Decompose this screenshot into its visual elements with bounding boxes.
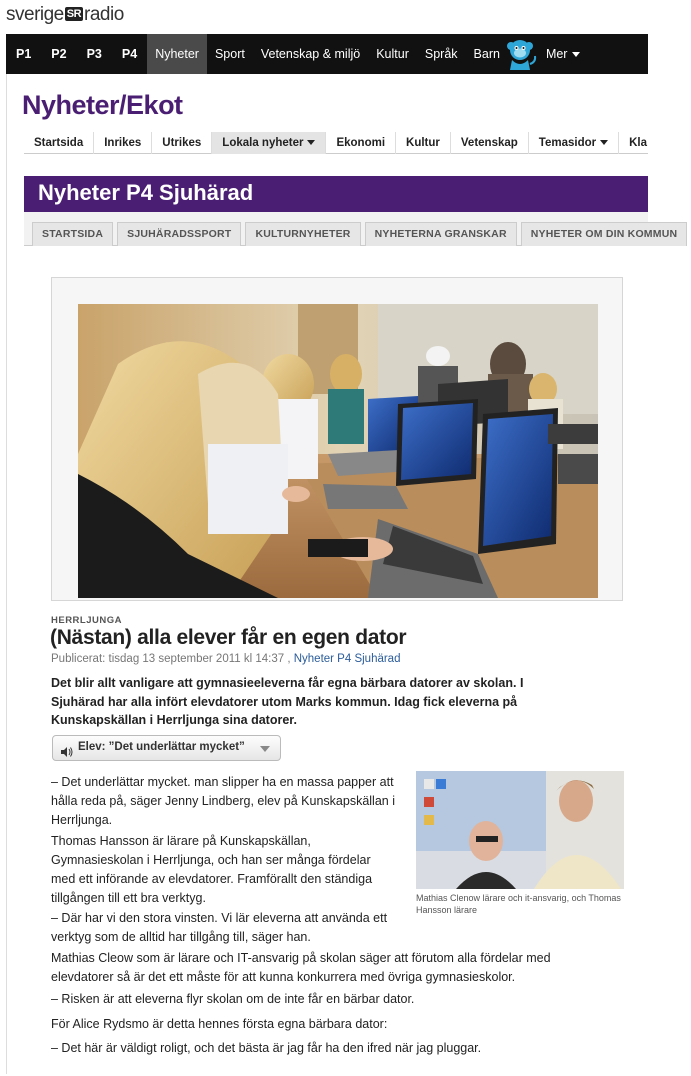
- subnav-startsida[interactable]: Startsida: [24, 132, 94, 154]
- article-paragraph-1: – Det underlättar mycket. man slipper ha en massa papper att hålla reda på, säger Jenny Lindberg, elev på Kunskapskällan i Herrljunga.: [51, 775, 395, 827]
- subnav-ekonomi[interactable]: Ekonomi: [326, 132, 396, 154]
- subnav-temasidor[interactable]: [529, 132, 619, 154]
- local-news-banner: [24, 176, 648, 212]
- article-kicker: HERRLJUNGA: [51, 615, 122, 626]
- channel-more-menu[interactable]: [538, 34, 589, 74]
- subnav-utrikes[interactable]: Utrikes: [152, 132, 212, 154]
- article-paragraph-3: – Där har vi den stora vinsten. Vi lär eleverna att använda ett verktyg som de alltid har tillgång till, säger han.: [51, 911, 388, 944]
- article-paragraph-5: – Risken är att eleverna flyr skolan om de inte får en bärbar dator.: [51, 992, 415, 1006]
- article-paragraph-7: – Det här är väldigt roligt, och det bästa är jag får ha den ifred när jag pluggar.: [51, 1041, 482, 1055]
- channel-kultur[interactable]: Kultur: [376, 47, 409, 61]
- channel-p1[interactable]: P1: [16, 47, 32, 61]
- logo-text-right: radio: [84, 4, 124, 25]
- published-source-link[interactable]: Nyheter P4 Sjuhärad: [293, 653, 401, 665]
- audio-clip-label: Elev: ”Det underlättar mycket”: [78, 741, 245, 753]
- section-title[interactable]: Nyheter/Ekot: [22, 90, 183, 120]
- channel-more-label: Mer: [545, 47, 568, 61]
- logo-text-left: sverige: [6, 4, 64, 25]
- subnav-klartext[interactable]: Kla: [629, 137, 648, 149]
- channel-sprak[interactable]: Språk: [424, 47, 458, 61]
- channel-nyheter[interactable]: Nyheter: [147, 34, 207, 74]
- article-paragraph-4: Mathias Cleow som är lärare och IT-ansvarig på skolan säger att förutom alla fördelar med elevdatorer så är det ett måste för att kunna konkurrera med övriga gymnasieskolor.: [51, 951, 551, 984]
- channel-p3[interactable]: P3: [86, 47, 102, 61]
- side-photo-caption: Mathias Clenow lärare och it-ansvarig, och Thomas Hansson lärare: [416, 893, 621, 915]
- subnav-lokala-nyheter-label: Lokala nyheter: [222, 137, 304, 149]
- tab-kulturnyheter[interactable]: KULTURNYHETER: [245, 222, 360, 246]
- local-news-title[interactable]: Nyheter P4 Sjuhärad: [38, 180, 254, 205]
- main-image-frame: [51, 277, 623, 601]
- logo-bar: [0, 0, 648, 34]
- tab-startsida[interactable]: STARTSIDA: [32, 222, 113, 246]
- news-subnav: [24, 132, 648, 154]
- channel-p4[interactable]: P4: [121, 47, 138, 61]
- tab-nyheter-om-din-kommun[interactable]: NYHETER OM DIN KOMMUN: [521, 222, 688, 246]
- subnav-inrikes[interactable]: Inrikes: [94, 132, 152, 154]
- channel-p2[interactable]: P2: [51, 47, 67, 61]
- chevron-down-icon: [307, 140, 315, 145]
- monkey-mascot-icon[interactable]: [502, 34, 538, 74]
- subnav-lokala-nyheter[interactable]: [212, 132, 326, 154]
- tab-nyheterna-granskar[interactable]: NYHETERNA GRANSKAR: [365, 222, 517, 246]
- channel-vetenskap-miljo[interactable]: Vetenskap & miljö: [260, 47, 361, 61]
- speaker-icon: [61, 744, 73, 754]
- main-photo-students-laptops: [78, 304, 598, 598]
- article-published: [51, 653, 400, 665]
- side-photo-teachers: [416, 771, 624, 889]
- published-date: Publicerat: tisdag 13 september 2011 kl 14:37 ,: [51, 653, 294, 665]
- chevron-down-icon: [572, 52, 580, 57]
- article-paragraph-6: För Alice Rydsmo är detta hennes första egna bärbara dator:: [51, 1017, 388, 1031]
- subnav-vetenskap[interactable]: Vetenskap: [451, 132, 529, 154]
- sveriges-radio-logo[interactable]: [6, 4, 124, 26]
- article-lead: Det blir allt vanligare att gymnasieeleverna får egna bärbara datorer av skolan. I Sjuhärad har alla infört elevdatorer utom Marks kommun. Idag fick eleverna på Kunskapskällan i Herrljunga sina datorer.: [51, 676, 524, 727]
- subnav-temasidor-label: Temasidor: [538, 137, 597, 149]
- logo-mark: SR: [66, 8, 82, 20]
- article-paragraph-2: Thomas Hansson är lärare på Kunskapskällan, Gymnasieskolan i Herrljunga, och han ser många fördelar med ett införande av elevdatorer. Framförallt den ständiga tillgången till ett bra verktyg.: [51, 834, 373, 905]
- local-tabs-bar: [24, 212, 678, 246]
- channel-barn[interactable]: [466, 34, 502, 74]
- article-headline: (Nästan) alla elever får en egen dator: [50, 626, 407, 649]
- channel-navigation: [6, 34, 648, 74]
- channel-sport[interactable]: Sport: [214, 47, 245, 61]
- audio-clip-button[interactable]: [52, 735, 281, 761]
- tab-sjuharadssport[interactable]: SJUHÄRADSSPORT: [117, 222, 241, 246]
- chevron-down-icon: [600, 140, 608, 145]
- channel-barn-label: Barn: [473, 47, 500, 61]
- subnav-kultur[interactable]: Kultur: [396, 132, 451, 154]
- chevron-down-icon[interactable]: [260, 746, 270, 752]
